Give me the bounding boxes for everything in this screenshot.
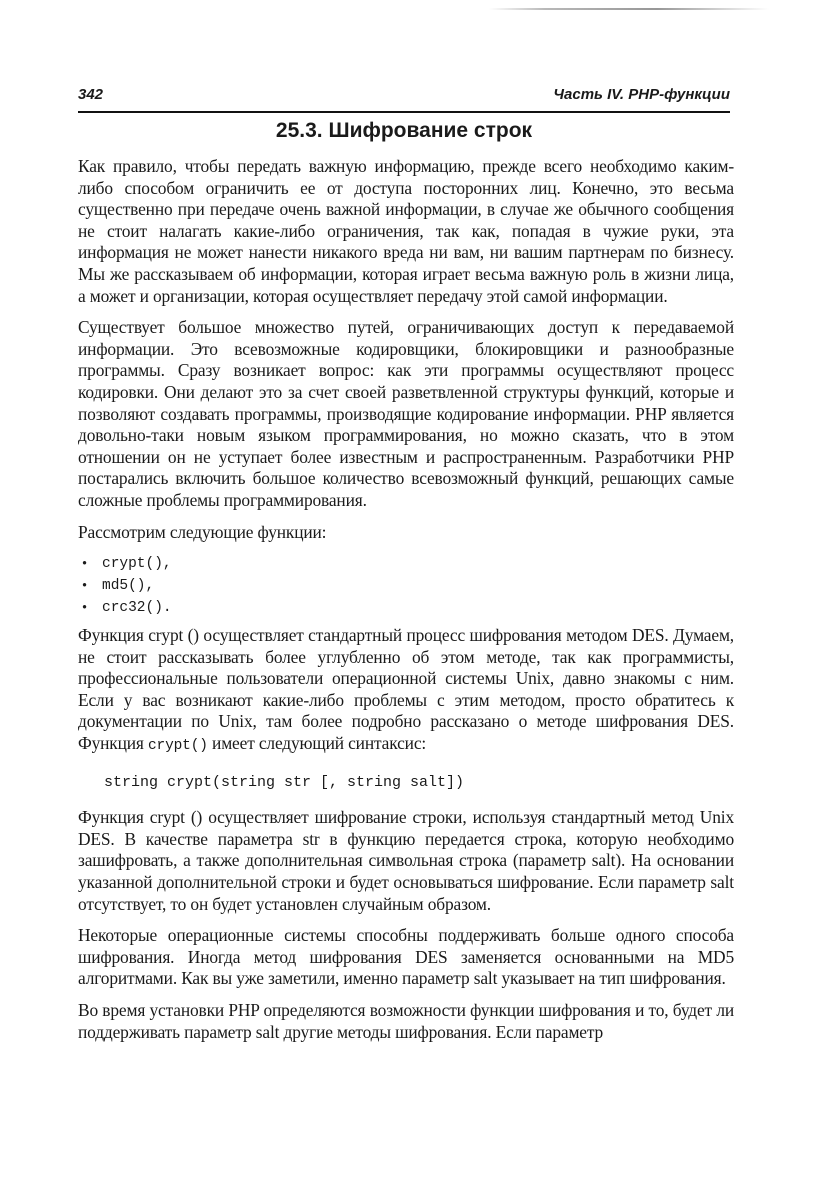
code-syntax: string crypt(string str [, string salt])	[104, 773, 465, 791]
body-text	[78, 156, 734, 1053]
list-item	[78, 597, 734, 619]
paragraph-access-methods: Существует большое множество путей, ограничивающих доступ к передаваемой информации. Это всевозможные кодировщики, блокировщики и разнообразные программы. Сразу возникает вопрос: как эти программы осуществляют процесс кодировки. Они делают это за счет своей разветвленной структуры функций, которые и позволяют создавать программы, производящие кодирование информации. PHP является довольно-таки новым языком программирования, но можно сказать, что в этом отношении он не уступает более известным и распространенным. Разработчики PHP постарались включить большое количество всевозможный функций, решающих самые сложные проблемы программирования.	[78, 317, 734, 510]
function-list	[78, 553, 734, 619]
scan-artifact	[489, 8, 769, 10]
paragraph-crypt-params: Функция crypt () осуществляет шифрование строки, используя стандартный метод Unix DES. В качестве параметра str в функцию передается строка, которую необходимо зашифровать, а также дополнительная символьная строка (параметр salt). На основании указанной дополнительной строки и будет основываться шифрование. Если параметр salt отсутствует, то он будет установлен случайным образом.	[78, 807, 734, 914]
function-name: crc32().	[102, 600, 172, 617]
bullet-icon: •	[82, 578, 88, 595]
paragraph-os-support: Некоторые операционные системы способны поддерживать больше одного способа шифрования. Иногда метод шифрования DES заменяется основанными на MD5 алгоритмами. Как вы уже заметили, именно параметр salt указывает на тип шифрования.	[78, 925, 734, 989]
bullet-icon: •	[82, 600, 88, 617]
inline-code: crypt()	[147, 738, 208, 755]
paragraph-functions-lead: Рассмотрим следующие функции:	[78, 521, 327, 542]
paragraph-crypt-description	[78, 625, 734, 758]
header-rule	[78, 111, 730, 113]
page-number: 342	[78, 86, 104, 103]
paragraph-install: Во время установки PHP определяются возможности функции шифрования и то, будет ли поддерживать параметр salt другие методы шифрования. Если параметр	[78, 1000, 734, 1042]
section-title: 25.3. Шифрование строк	[275, 119, 533, 142]
function-name: crypt(),	[102, 556, 172, 573]
crypt-text-part2: имеет следующий синтаксис:	[212, 733, 427, 754]
function-name: md5(),	[102, 578, 155, 595]
running-head: Часть IV. PHP-функции	[553, 86, 730, 103]
list-item	[78, 575, 734, 597]
bullet-icon: •	[82, 556, 88, 573]
crypt-text-part1: Функция crypt () осуществляет стандартный процесс шифрования методом DES. Думаем, не стоит рассказывать более углубленно об этом методе, так как программисты, профессиональные пользователи операционной системы Unix, давно знакомы с ним. Если у вас возникают какие-либо проблемы с этим методом, просто обратитесь к документации по Unix, там более подробно рассказано о методе шифрования DES. Функция	[78, 625, 734, 754]
paragraph-intro: Как правило, чтобы передать важную информацию, прежде всего необходимо каким-либо способом ограничить ее от доступа посторонних лиц. Конечно, это весьма существенно при передаче очень важной информации, в случае же обычного сообщения не стоит налагать какие-либо ограничения, так как, попадая в чужие руки, эта информация не может нанести никакого вреда ни вам, ни вашим партнерам по бизнесу. Мы же рассказываем об информации, которая играет весьма важную роль в жизни лица, а может и организации, которая осуществляет передачу этой самой информации.	[78, 156, 734, 306]
list-item	[78, 553, 734, 575]
page-header	[78, 82, 730, 110]
